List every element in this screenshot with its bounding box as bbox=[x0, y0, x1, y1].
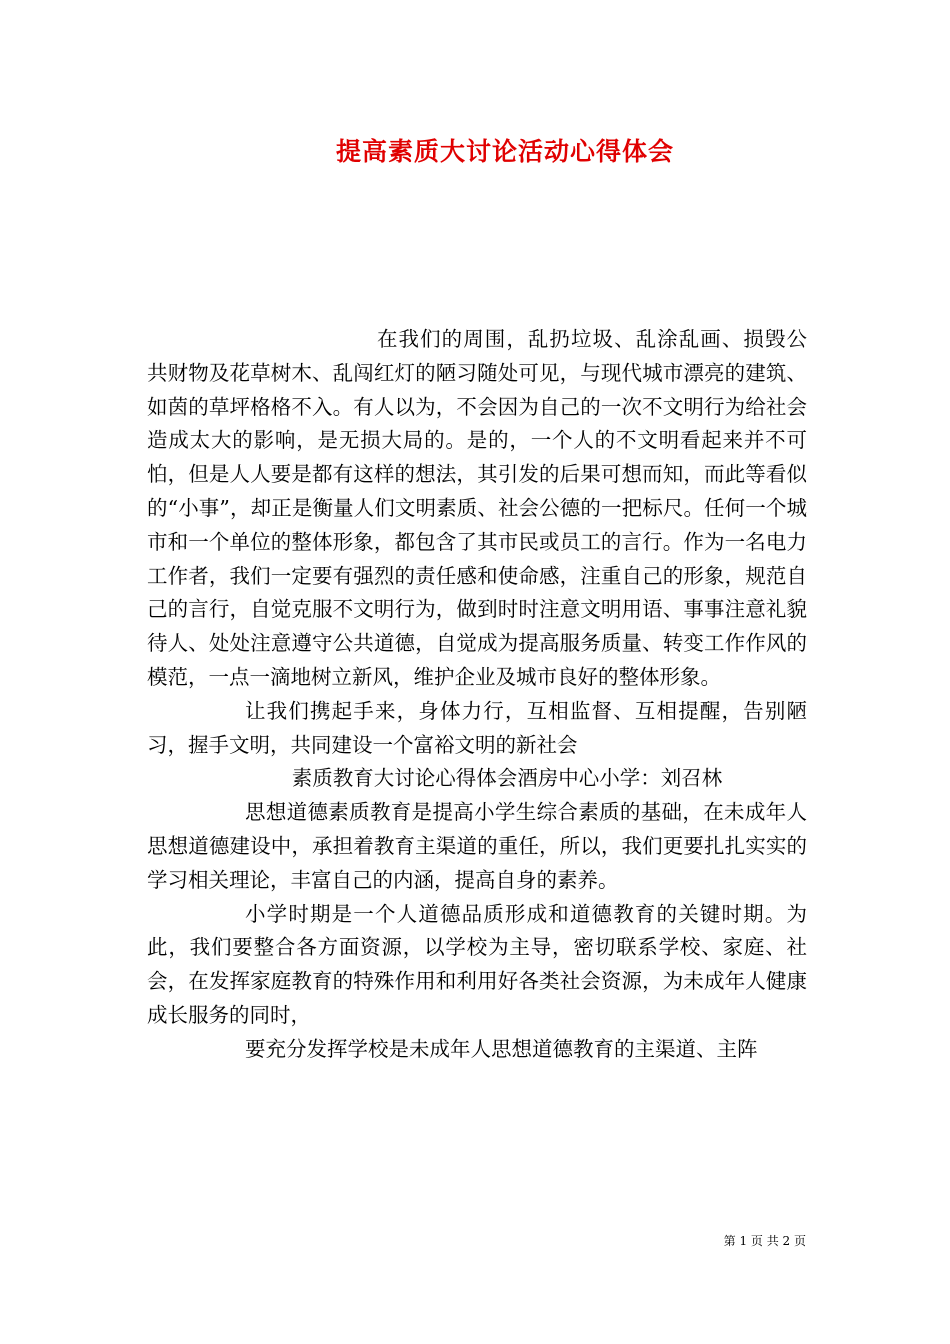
paragraph-3: 思想道德素质教育是提高小学生综合素质的基础，在未成年人思想道德建设中，承担着教育主渠道的重任，所以，我们更要扎扎实实的学习相关理论，丰富自己的内涵，提高自身的素养。 bbox=[147, 800, 807, 892]
paragraph-1: 在我们的周围，乱扔垃圾、乱涂乱画、损毁公共财物及花草树木、乱闯红灯的陋习随处可见，与现代城市漂亮的建筑、如茵的草坪格格不入。有人以为，不会因为自己的一次不文明行为给社会造成太大的影响，是无损大局的。是的，一个人的不文明看起来并不可怕，但是人人要是都有这样的想法，其引发的后果可想而知，而此等看似的“小事”，却正是衡量人们文明素质、社会公德的一把标尺。任何一个城市和一个单位的整体形象，都包含了其市民或员工的言行。作为一名电力工作者，我们一定要有强烈的责任感和使命感，注重自己的形象，规范自己的言行，自觉克服不文明行为，做到时时注意文明用语、事事注意礼貌待人、处处注意遵守公共道德，自觉成为提高服务质量、转变工作作风的模范，一点一滴地树立新风，维护企业及城市良好的整体形象。 bbox=[147, 327, 807, 689]
page-number-footer: 第 1 页 共 2 页 bbox=[723, 1234, 806, 1248]
document-title: 提高素质大讨论活动心得体会 bbox=[335, 137, 674, 166]
paragraph-5: 要充分发挥学校是未成年人思想道德教育的主渠道、主阵 bbox=[245, 1036, 758, 1061]
paragraph-4: 小学时期是一个人道德品质形成和道德教育的关键时期。为此，我们要整合各方面资源，以学校为主导，密切联系学校、家庭、社会，在发挥家庭教育的特殊作用和利用好各类社会资源，为未成年人健康成长服务的同时， bbox=[147, 901, 807, 1027]
document-body bbox=[147, 323, 807, 1067]
author-line: 素质教育大讨论心得体会酒房中心小学：刘召林 bbox=[291, 766, 723, 791]
paragraph-2: 让我们携起手来，身体力行，互相监督、互相提醒，告别陋习，握手文明，共同建设一个富裕文明的新社会 bbox=[147, 698, 807, 757]
